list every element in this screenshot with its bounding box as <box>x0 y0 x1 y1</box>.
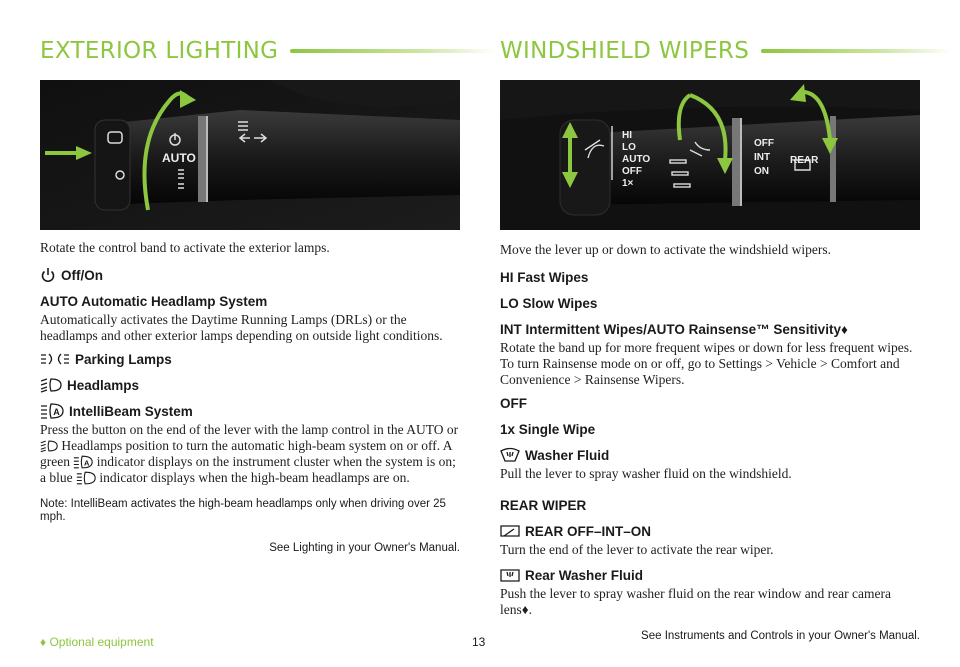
auto-headlamp-heading: AUTO Automatic Headlamp System <box>40 293 268 309</box>
intellibeam-note: Note: IntelliBeam activates the high-beam headlamps only when driving over 25 mph. <box>40 498 446 523</box>
wipers-intro: Move the lever up or down to activate the windshield wipers. <box>500 242 832 257</box>
rear-washer-fluid-heading <box>500 566 920 584</box>
exterior-lighting-body <box>40 240 460 554</box>
exterior-intro: Rotate the control band to activate the exterior lamps. <box>40 240 330 255</box>
page-number: 13 <box>472 635 486 649</box>
optional-equipment-note: ♦ Optional equipment <box>40 635 154 649</box>
off-on-label: Off/On <box>61 267 103 283</box>
parking-lamps-label: Parking Lamps <box>75 351 172 367</box>
auto-symbol-label: AUTO <box>162 151 196 165</box>
rear-wiper-icon <box>500 523 520 539</box>
intellibeam-icon <box>73 455 93 469</box>
washer-fluid-text: Pull the lever to spray washer fluid on the windshield. <box>500 466 792 481</box>
rear-off-label: OFF <box>754 138 774 149</box>
rear-washer-fluid-label: Rear Washer Fluid <box>525 567 644 583</box>
windshield-wipers-title: WINDSHIELD WIPERS <box>500 38 750 64</box>
int-auto-heading: INT Intermittent Wipes/AUTO Rainsense™ Sensitivity♦ <box>500 321 848 337</box>
single-wipe-heading: 1x Single Wipe <box>500 421 596 437</box>
off-label: OFF <box>622 166 642 177</box>
intellibeam-label: IntelliBeam System <box>69 403 193 419</box>
svg-text:A: A <box>84 458 90 468</box>
windshield-wipers-photo <box>500 80 920 230</box>
intellibeam-text-part-3: indicator displays on the instrument cluster when the system is on; a blue <box>40 454 456 485</box>
parking-lamps-icon <box>40 352 70 366</box>
intellibeam-icon <box>40 403 64 419</box>
rear-wiper-heading: REAR WIPER <box>500 497 587 513</box>
headlamp-icon <box>40 439 58 453</box>
title-rule <box>761 49 951 53</box>
exterior-lighting-header <box>40 36 495 66</box>
intellibeam-text <box>40 422 460 486</box>
headlamps-label: Headlamps <box>67 377 140 393</box>
see-instruments-manual: See Instruments and Controls in your Owner's Manual. <box>641 630 920 642</box>
rear-washer-fluid-text: Push the lever to spray washer fluid on the rear window and rear camera lens♦. <box>500 586 891 617</box>
lighting-lever-illustration <box>40 80 460 230</box>
intellibeam-text-part-1: Press the button on the end of the lever with the lamp control in the AUTO or <box>40 422 459 437</box>
rear-on-label: ON <box>754 166 769 177</box>
int-auto-text: Rotate the band up for more frequent wipes or down for less frequent wipes. To turn Rainsense mode on or off, go to Settings > Vehicle > Comfort and Convenience > Rainsense Wipers. <box>500 340 913 387</box>
rear-label: REAR <box>790 155 819 166</box>
lo-label: LO <box>622 142 636 153</box>
svg-text:A: A <box>53 407 60 417</box>
parking-lamps-heading <box>40 350 460 368</box>
see-lighting-manual: See Lighting in your Owner's Manual. <box>269 542 460 554</box>
rear-int-label: INT <box>754 152 771 163</box>
title-rule <box>290 49 495 53</box>
hi-fast-wipes-heading: HI Fast Wipes <box>500 269 589 285</box>
rear-off-int-on-text: Turn the end of the lever to activate the rear wiper. <box>500 542 774 557</box>
washer-fluid-label: Washer Fluid <box>525 447 610 463</box>
rear-off-int-on-label: REAR OFF–INT–ON <box>525 523 652 539</box>
headlamps-heading <box>40 376 460 394</box>
auto-headlamp-text: Automatically activates the Daytime Running Lamps (DRLs) or the headlamps and other exterior lamps depending on outside light conditions. <box>40 312 443 343</box>
washer-fluid-icon <box>500 447 520 463</box>
intellibeam-text-part-4: indicator displays when the high-beam headlamps are on. <box>99 470 410 485</box>
windshield-wipers-header <box>500 36 951 66</box>
windshield-wipers-body <box>500 242 920 618</box>
intellibeam-heading <box>40 402 460 420</box>
lo-slow-wipes-heading: LO Slow Wipes <box>500 295 598 311</box>
headlamp-icon <box>40 377 62 393</box>
intellibeam-text-part-2: Headlamps position to turn the automatic high-beam system on or off. A green <box>40 438 452 469</box>
power-icon <box>40 267 56 283</box>
wiper-lever-illustration <box>500 80 920 230</box>
exterior-lighting-title: EXTERIOR LIGHTING <box>40 38 279 64</box>
washer-fluid-heading <box>500 446 920 464</box>
off-heading: OFF <box>500 395 527 411</box>
high-beam-icon <box>76 471 96 485</box>
hi-label: HI <box>622 130 632 141</box>
rear-off-int-on-heading <box>500 522 920 540</box>
single-wipe-label: 1× <box>622 178 634 189</box>
exterior-lighting-photo <box>40 80 460 230</box>
auto-label: AUTO <box>622 154 651 165</box>
off-on-heading <box>40 266 460 284</box>
rear-washer-icon <box>500 567 520 583</box>
